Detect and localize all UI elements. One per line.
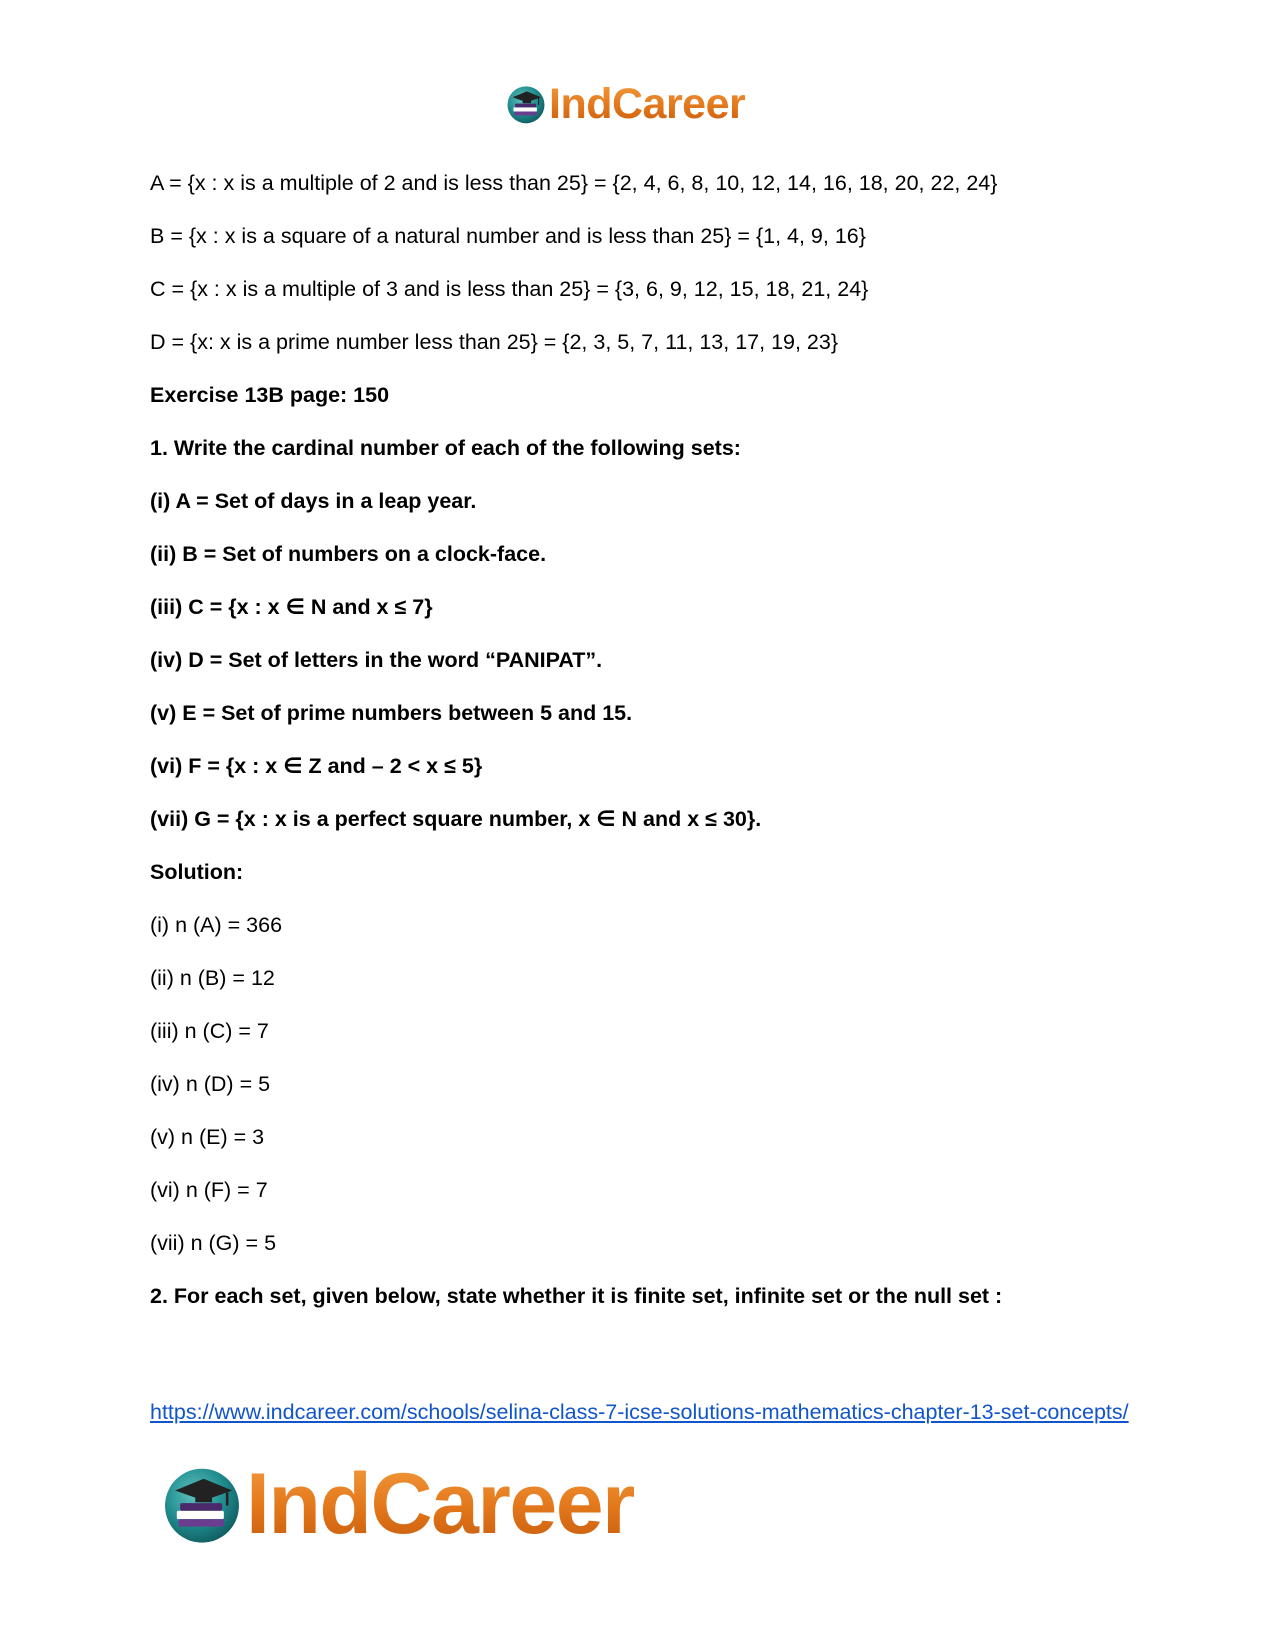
brand-wordmark: IndCareer: [246, 1456, 634, 1552]
set-definition-d: D = {x: x is a prime number less than 25} = {2, 3, 5, 7, 11, 13, 17, 19, 23}: [150, 330, 839, 354]
brand-wordmark: IndCareer: [549, 79, 746, 128]
question-2: 2. For each set, given below, state whether it is finite set, infinite set or the null set :: [150, 1284, 1003, 1308]
set-definition-a: A = {x : x is a multiple of 2 and is less than 25} = {2, 4, 6, 8, 10, 12, 14, 16, 18, 20, 22, 24}: [150, 171, 998, 195]
question-1-item: (iii) C = {x : x ∈ N and x ≤ 7}: [150, 595, 433, 619]
set-definition-b: B = {x : x is a square of a natural number and is less than 25} = {1, 4, 9, 16}: [150, 224, 866, 248]
graduation-cap-books-globe-icon: [505, 83, 547, 125]
source-url-link[interactable]: https://www.indcareer.com/schools/selina-class-7-icse-solutions-mathematics-chapter-13-set-concepts/: [150, 1400, 1129, 1424]
question-1: 1. Write the cardinal number of each of the following sets:: [150, 436, 741, 460]
question-1-item: (i) A = Set of days in a leap year.: [150, 489, 477, 513]
graduation-cap-books-globe-icon: [160, 1462, 244, 1546]
question-1-item: (ii) B = Set of numbers on a clock-face.: [150, 542, 547, 566]
header-logo: [505, 78, 745, 130]
solution-item: (v) n (E) = 3: [150, 1125, 265, 1149]
question-1-item: (vii) G = {x : x is a perfect square number, x ∈ N and x ≤ 30}.: [150, 807, 762, 831]
solution-item: (ii) n (B) = 12: [150, 966, 275, 990]
solution-item: (iii) n (C) = 7: [150, 1019, 269, 1043]
question-1-item: (v) E = Set of prime numbers between 5 and 15.: [150, 701, 633, 725]
question-1-item: (iv) D = Set of letters in the word “PANIPAT”.: [150, 648, 603, 672]
set-definition-c: C = {x : x is a multiple of 3 and is less than 25} = {3, 6, 9, 12, 15, 18, 21, 24}: [150, 277, 869, 301]
solution-item: (iv) n (D) = 5: [150, 1072, 271, 1096]
exercise-heading: Exercise 13B page: 150: [150, 383, 390, 407]
question-1-item: (vi) F = {x : x ∈ Z and – 2 < x ≤ 5}: [150, 754, 483, 778]
solution-item: (i) n (A) = 366: [150, 913, 283, 937]
footer-logo: [160, 1456, 634, 1552]
solution-label: Solution:: [150, 860, 244, 884]
solution-item: (vi) n (F) = 7: [150, 1178, 268, 1202]
solution-item: (vii) n (G) = 5: [150, 1231, 277, 1255]
